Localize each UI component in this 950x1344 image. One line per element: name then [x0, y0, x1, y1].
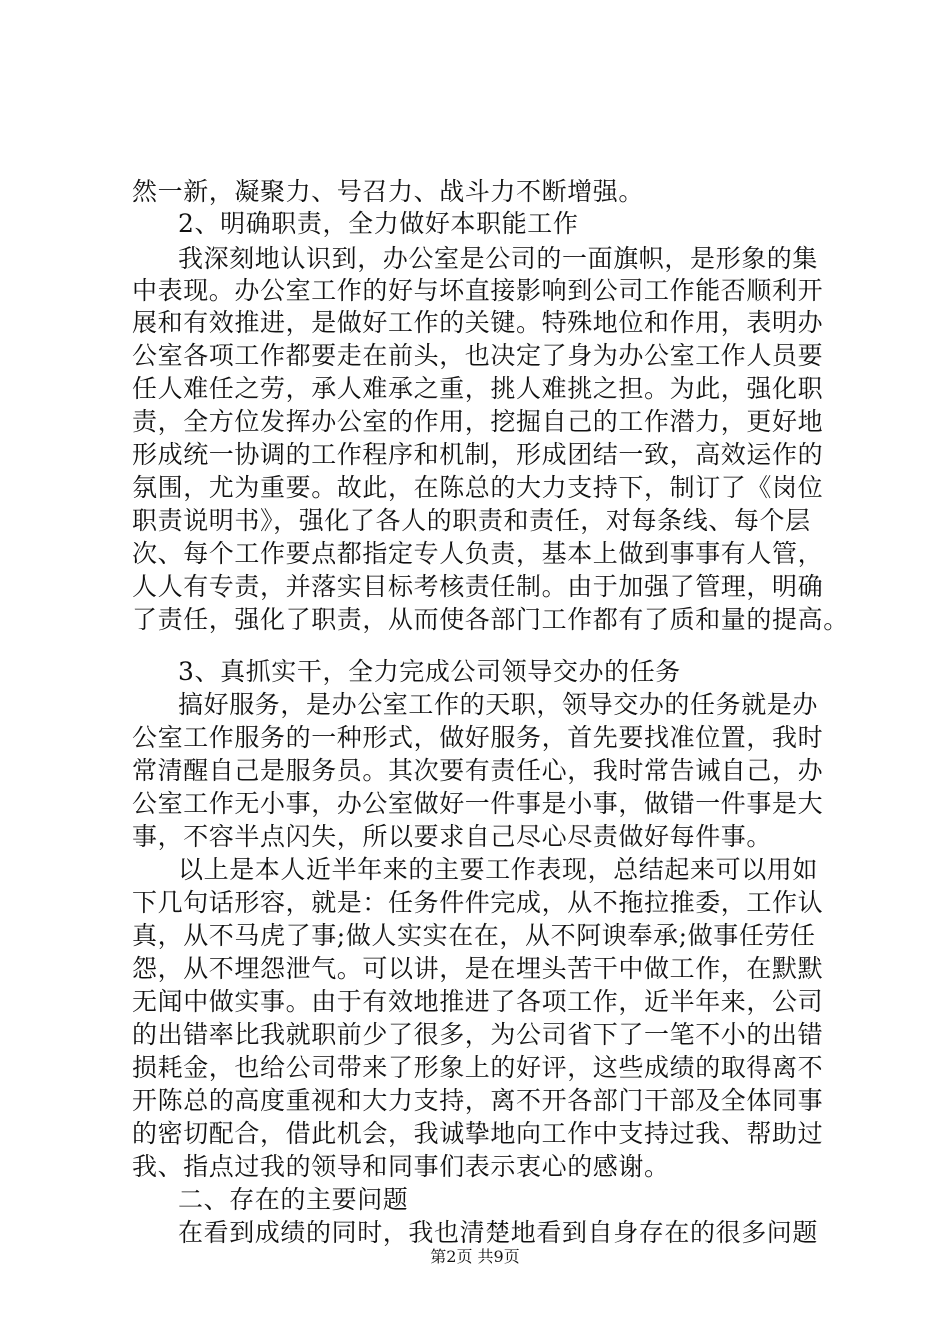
page-number: 第2页 共9页 — [430, 1247, 520, 1266]
text-line: 人人有专责，并落实目标考核责任制。由于加强了管理，明确 — [132, 572, 824, 601]
text-line: 然一新，凝聚力、号召力、战斗力不断增强。 — [132, 177, 645, 206]
text-line: 怨，从不埋怨泄气。可以讲，是在埋头苦干中做工作，在默默 — [132, 954, 824, 983]
section-heading: 3、真抓实干，全力完成公司领导交办的任务 — [178, 657, 681, 686]
text-line: 中表现。办公室工作的好与坏直接影响到公司工作能否顺利开 — [132, 276, 824, 305]
text-line: 展和有效推进，是做好工作的关键。特殊地位和作用，表明办 — [132, 308, 824, 337]
text-line: 常清醒自己是服务员。其次要有责任心，我时常告诫自己，办 — [132, 756, 824, 785]
text-line: 开陈总的高度重视和大力支持，离不开各部门干部及全体同事 — [132, 1086, 824, 1115]
text-line: 事，不容半点闪失，所以要求自己尽心尽责做好每件事。 — [132, 822, 773, 851]
text-line: 责，全方位发挥办公室的作用，挖掘自己的工作潜力，更好地 — [132, 407, 824, 436]
text-line: 损耗金，也给公司带来了形象上的好评，这些成绩的取得离不 — [132, 1053, 824, 1082]
section-heading: 2、明确职责，全力做好本职能工作 — [178, 209, 579, 238]
text-line: 次、每个工作要点都指定专人负责，基本上做到事事有人管， — [132, 539, 824, 568]
text-line: 公室各项工作都要走在前头，也决定了身为办公室工作人员要 — [132, 341, 824, 370]
text-line: 氛围，尤为重要。故此，在陈总的大力支持下，制订了《岗位 — [132, 473, 824, 502]
text-line: 公室工作服务的一种形式，做好服务，首先要找准位置，我时 — [132, 723, 824, 752]
text-line: 在看到成绩的同时，我也清楚地看到自身存在的很多问题 — [178, 1218, 819, 1247]
text-line: 我深刻地认识到，办公室是公司的一面旗帜，是形象的集 — [178, 244, 819, 273]
text-line: 公室工作无小事，办公室做好一件事是小事，做错一件事是大 — [132, 789, 824, 818]
text-line: 形成统一协调的工作程序和机制，形成团结一致，高效运作的 — [132, 440, 824, 469]
text-line: 无闻中做实事。由于有效地推进了各项工作，近半年来，公司 — [132, 987, 824, 1016]
text-line: 搞好服务，是办公室工作的天职，领导交办的任务就是办 — [178, 690, 819, 719]
text-line: 下几句话形容，就是：任务件件完成，从不拖拉推委，工作认 — [132, 888, 824, 917]
text-line: 了责任，强化了职责，从而使各部门工作都有了质和量的提高。 — [132, 605, 849, 634]
text-line: 职责说明书》，强化了各人的职责和责任，对每条线、每个层 — [132, 506, 811, 535]
text-line: 的出错率比我就职前少了很多，为公司省下了一笔不小的出错 — [132, 1020, 824, 1049]
text-line: 以上是本人近半年来的主要工作表现，总结起来可以用如 — [178, 855, 819, 884]
section-heading: 二、存在的主要问题 — [178, 1185, 409, 1214]
text-line: 任人难任之劳，承人难承之重，挑人难挑之担。为此，强化职 — [132, 374, 824, 403]
text-line: 真，从不马虎了事;做人实实在在，从不阿谀奉承;做事任劳任 — [132, 921, 816, 950]
text-line: 的密切配合，借此机会，我诚挚地向工作中支持过我、帮助过 — [132, 1119, 824, 1148]
text-line: 我、指点过我的领导和同事们表示衷心的感谢。 — [132, 1152, 670, 1181]
